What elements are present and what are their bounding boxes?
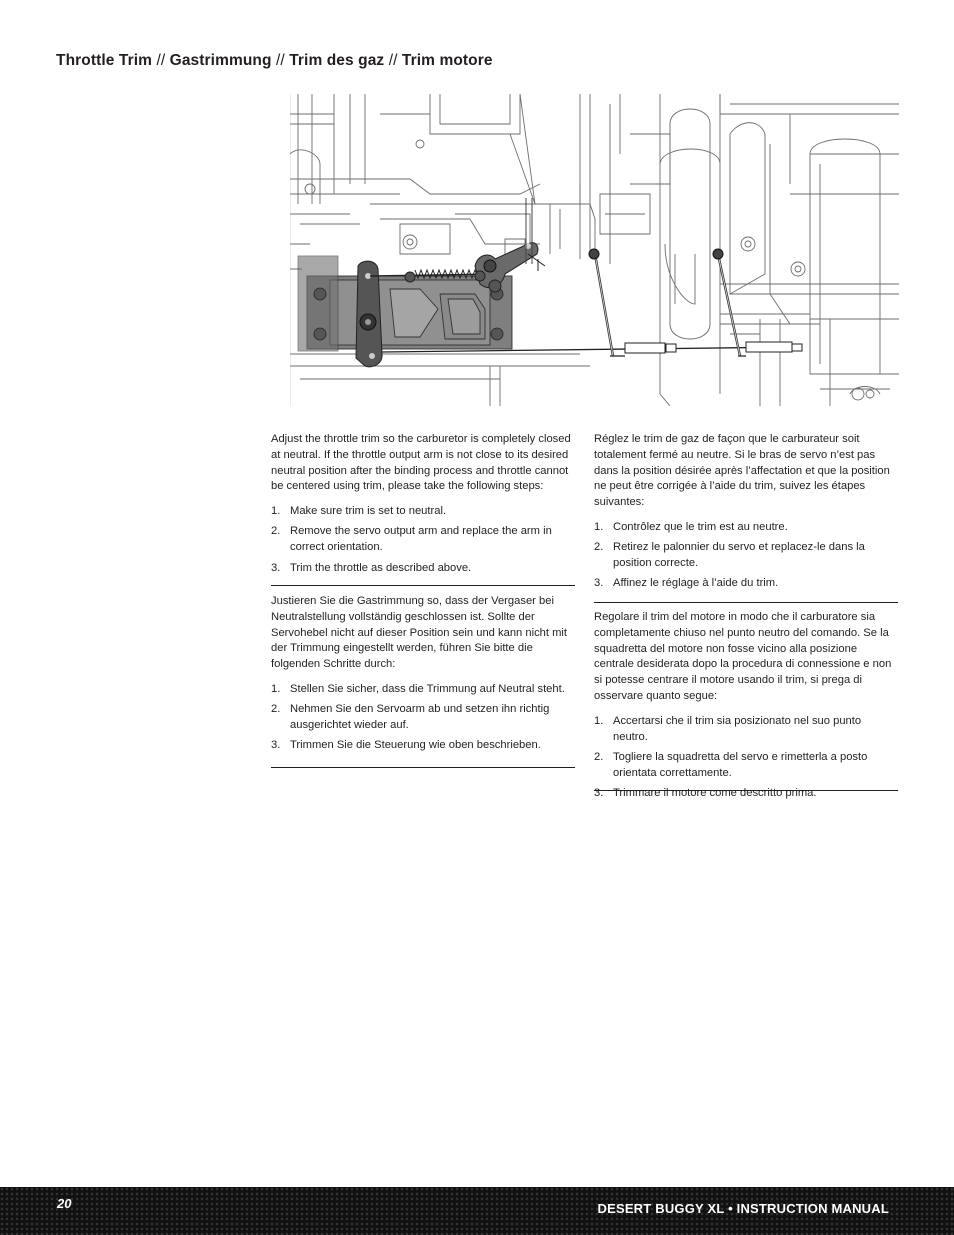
step-text: Trimmare il motore come descritto prima. xyxy=(613,786,817,799)
step-number: 2. xyxy=(271,525,281,538)
list-item xyxy=(271,504,575,520)
heading-fr: Trim des gaz xyxy=(289,52,385,69)
manual-title: DESERT BUGGY XL • INSTRUCTION MANUAL xyxy=(597,1201,889,1216)
list-item xyxy=(271,702,575,734)
step-number: 2. xyxy=(271,703,281,716)
italian-intro: Regolare il trim del motore in modo che il carburatore sia completamente chiuso nel punto neutro del comando. Se la squadretta del motore non fosse vicino alla posizione centrale desiderata dopo la procedura di connessione e non si potesse centrare il motore usando il trim, si prega di osservare quanto segue: xyxy=(594,611,892,702)
french-steps xyxy=(594,520,898,592)
heading-separator: // xyxy=(384,52,402,69)
step-number: 3. xyxy=(594,577,604,590)
step-number: 1. xyxy=(271,505,281,518)
list-item xyxy=(271,682,575,698)
heading-separator: // xyxy=(152,52,170,69)
list-item xyxy=(271,524,575,556)
step-text: Nehmen Sie den Servoarm ab und setzen ihn richtig ausgerichtet wieder auf. xyxy=(290,703,550,732)
french-section xyxy=(594,432,898,597)
list-item xyxy=(594,714,898,746)
german-section xyxy=(271,594,575,759)
list-item xyxy=(594,576,898,592)
step-text: Togliere la squadretta del servo e rimetterla a posto orientata correttamente. xyxy=(613,750,868,779)
step-number: 1. xyxy=(594,520,604,533)
heading-de: Gastrimmung xyxy=(169,52,272,69)
english-steps xyxy=(271,504,575,576)
step-number: 1. xyxy=(271,682,281,695)
step-text: Contrôlez que le trim est au neutre. xyxy=(613,520,788,533)
heading-en: Throttle Trim xyxy=(56,52,153,69)
page-footer xyxy=(0,1187,954,1235)
german-steps xyxy=(271,682,575,754)
step-text: Accertarsi che il trim sia posizionato nel suo punto neutro. xyxy=(613,714,862,743)
step-text: Make sure trim is set to neutral. xyxy=(290,505,447,518)
page-number: 20 xyxy=(57,1196,72,1211)
step-number: 3. xyxy=(271,739,281,752)
step-number: 3. xyxy=(271,561,281,574)
step-text: Retirez le palonnier du servo et replacez-le dans la position correcte. xyxy=(613,541,865,570)
page-heading xyxy=(56,52,493,70)
list-item xyxy=(594,540,898,572)
step-text: Trim the throttle as described above. xyxy=(290,561,472,574)
italian-section xyxy=(594,610,898,806)
step-number: 1. xyxy=(594,714,604,727)
list-item xyxy=(594,750,898,782)
list-item xyxy=(594,520,898,536)
step-text: Stellen Sie sicher, dass die Trimmung auf Neutral steht. xyxy=(290,682,565,695)
list-item xyxy=(594,786,898,802)
divider xyxy=(271,585,575,586)
step-number: 3. xyxy=(594,786,604,799)
step-number: 2. xyxy=(594,541,604,554)
list-item xyxy=(271,561,575,577)
german-intro: Justieren Sie die Gastrimmung so, dass der Vergaser bei Neutralstellung vollständig geschlossen ist. Sollte der Servohebel nicht auf dieser Position sein und kann nicht mit der Trimmung eingestellt werden, führen Sie bitte die folgenden Schritte durch: xyxy=(271,595,568,671)
english-section xyxy=(271,432,575,581)
divider xyxy=(594,790,898,791)
english-intro: Adjust the throttle trim so the carburetor is completely closed at neutral. If the throttle output arm is not close to its desired neutral position after the binding process and throttle cannot be centered using trim, please take the following steps: xyxy=(271,433,571,493)
step-number: 2. xyxy=(594,750,604,763)
divider xyxy=(271,767,575,768)
step-text: Affinez le réglage à l’aide du trim. xyxy=(613,577,779,590)
list-item xyxy=(271,738,575,754)
heading-it: Trim motore xyxy=(401,52,493,69)
divider xyxy=(594,602,898,603)
throttle-linkage-illustration xyxy=(290,94,899,406)
italian-steps xyxy=(594,714,898,802)
heading-separator: // xyxy=(271,52,290,69)
step-text: Remove the servo output arm and replace the arm in correct orientation. xyxy=(290,525,552,554)
french-intro: Réglez le trim de gaz de façon que le carburateur soit totalement fermé au neutre. Si le bras de servo n’est pas dans la position désirée après l’affectation et que la position ne peut être corrigée à l’aide du trim, suivez les étapes suivantes: xyxy=(594,433,890,509)
step-text: Trimmen Sie die Steuerung wie oben beschrieben. xyxy=(290,739,541,752)
